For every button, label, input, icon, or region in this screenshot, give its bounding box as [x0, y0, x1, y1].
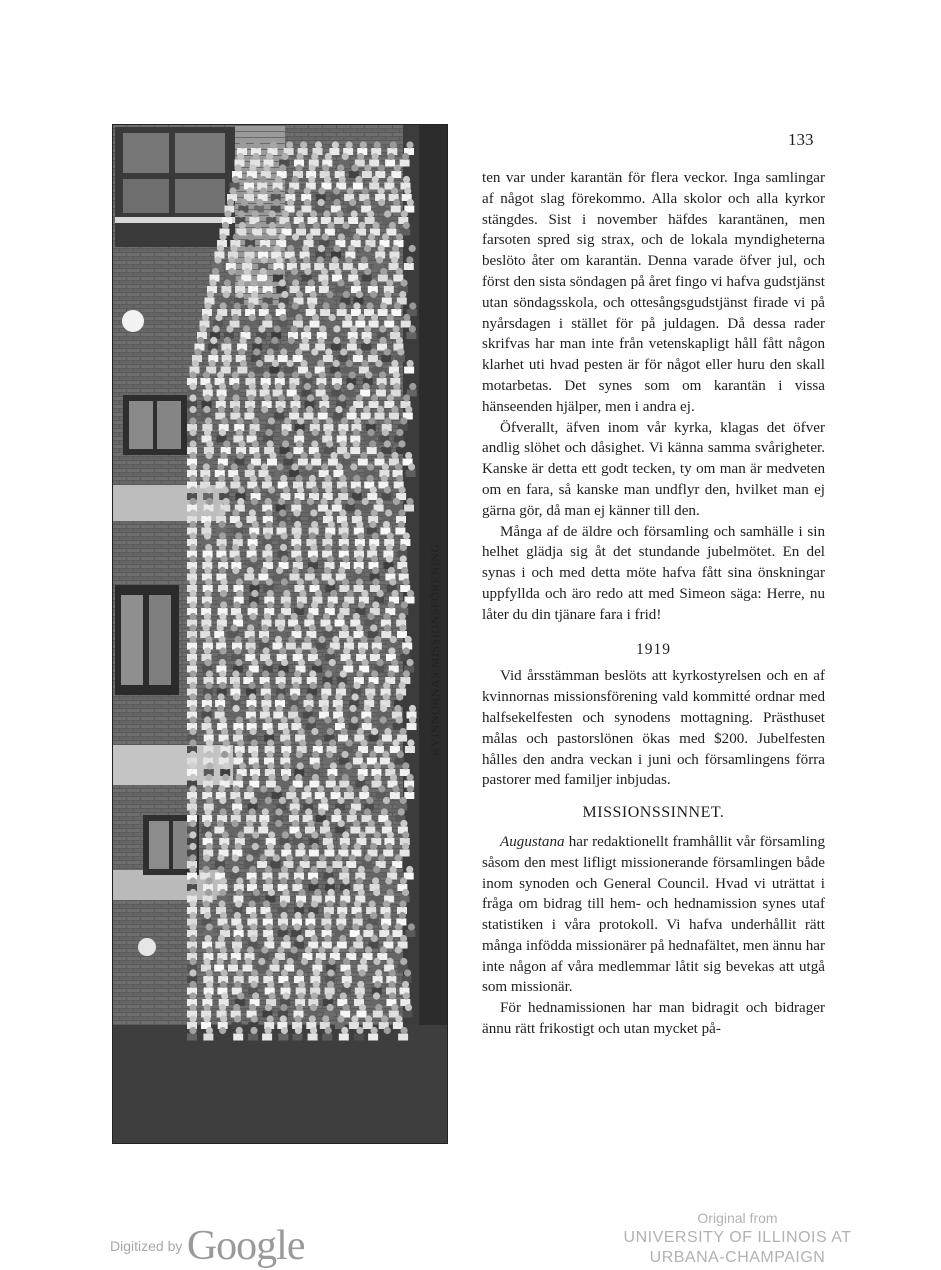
institution-line-2: URBANA-CHAMPAIGN — [649, 1249, 826, 1266]
paragraph-andlig-slohet: Öfverallt, äfven inom vår kyrka, klagas det öfver andlig slöhet och dåsighet. Vi känna samma svårigheter. Kanske är detta ett godt tecken, ty om man är medveten om en fara, så kanske man undflyr den, hvilket man ej gärna gör, då man ej känner till den. — [482, 419, 825, 519]
digitized-by-notice — [110, 1222, 304, 1270]
paragraph-arsstamman: Vid årsstämman beslöts att kyrkostyrelsen och en af kvinnornas missionsförening vald kommitté ordnar med halfsekelfesten och synodens mottagning. Prästhuset målas och pastorslönen ökas med $200. Jubelfesten hålles den andra veckan i juni och församlingens förra pastorer med familjer inbjudas. — [482, 668, 825, 789]
year-heading: 1919 — [636, 640, 671, 658]
group-photograph — [112, 124, 448, 1144]
body-text-column — [482, 168, 825, 1040]
section-heading: MISSIONSSINNET. — [582, 804, 725, 822]
original-from-notice — [610, 1208, 865, 1268]
paragraph-karantan: ten var under karantän för flera veckor. Inga samlingar af något slag förekommo. Alla skolor och alla kyrkor stängdes. Sist i november häfdes karantänen, men farsoten spred sig strax, och de lokala myndigheterna beslöto åter om karantän. Denna varade öfver jul, och först den sista söndagen på året fingo vi hafva gudstjänst utan söndagsskola, och ottesångsgudstjänst firade vi på nyårsdagen i stället för på juldagen. Då dessa rader skrifvas har man inte från vetenskapligt håll fått någon klarhet uti hvad pesten är för något eller huru den skall motarbetas. Det synes som om karantän i vissa hänseenden hjälper, men i andra ej. — [482, 170, 825, 415]
paragraph-jubelmotet: Många af de äldre och församling och samhälle i sin helhet glädja sig åt det stundande jubelmötet. En del synas i och med detta möte hafva fått sina önskningar uppfyllda och äro redo att med Simeon säga: Herre, nu låter du din tjänare fara i frid! — [482, 523, 825, 623]
paragraph-hednamissionen: För hednamissionen har man bidragit och bidrager ännu rätt frikostigt och utan mycket på- — [482, 1000, 825, 1038]
augustana-title: Augustana — [500, 833, 565, 850]
group-photo-image — [113, 125, 447, 1143]
photo-caption: KVINNORNAS MISSIONSFÖRENING. — [428, 539, 442, 757]
digitized-by-label: Digitized by — [110, 1238, 183, 1254]
original-from-label: Original from — [697, 1210, 778, 1226]
google-logo: Google — [186, 1223, 305, 1269]
paragraph-augustana-text: har redaktionellt framhållit vår församling såsom den mest lifligt missionerande församlingen både inom synoden och General Council. Hvad vi uträttat i fråga om bidrag till hem- och hednamission synes utaf statistiken i våra protokoll. Vi hafva underhållit rätt många infödda missionärer på hednafältet, men ännu har inte någon af våra medlemmar låtit sig bevekas att utgå som missionär. — [482, 833, 825, 996]
page-number: 133 — [788, 130, 814, 149]
paragraph-augustana — [482, 832, 825, 998]
institution-line-1: UNIVERSITY OF ILLINOIS AT — [623, 1229, 852, 1246]
